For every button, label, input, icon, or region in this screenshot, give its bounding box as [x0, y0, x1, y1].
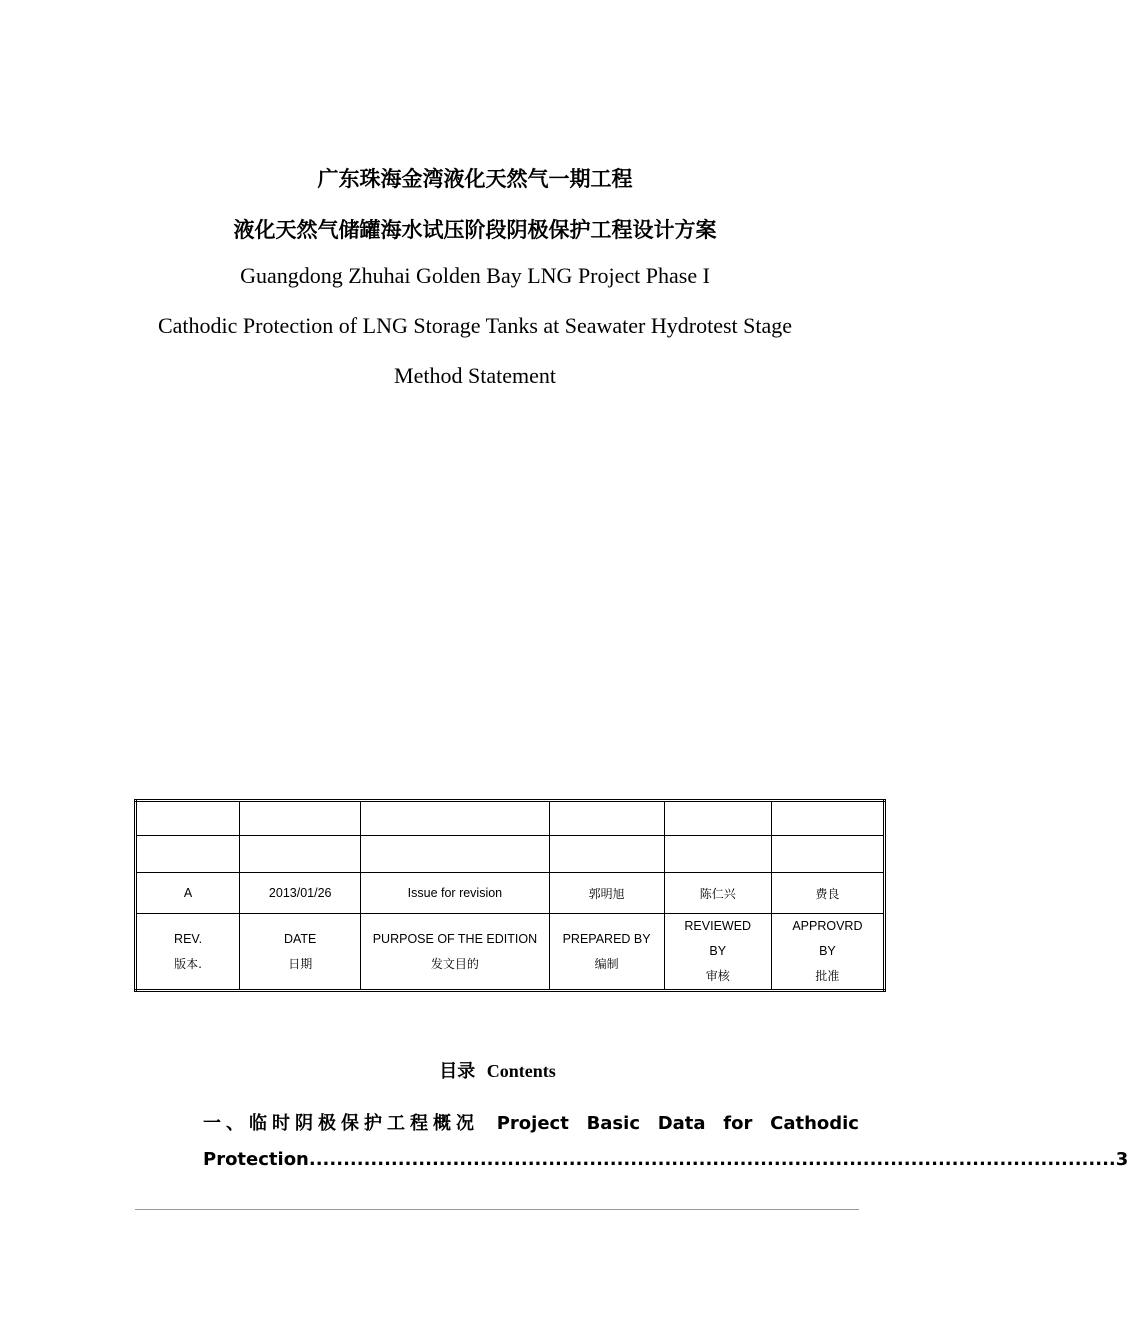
- title-cn-line1: 广东珠海金湾液化天然气一期工程: [317, 167, 633, 191]
- prepared-header: PREPARED BY 编制: [549, 914, 664, 991]
- date-header: DATE 日期: [240, 914, 361, 991]
- table-row-empty-2: [136, 836, 885, 873]
- purpose-header: PURPOSE OF THE EDITION 发文目的: [361, 914, 549, 991]
- prepared-cell: 郭明旭: [549, 873, 664, 914]
- title-en-line2: Cathodic Protection of LNG Storage Tanks at Seawater Hydrotest Stage: [157, 313, 793, 338]
- contents-heading-en: Contents: [486, 1061, 556, 1081]
- toc-entry-word: Project: [496, 1113, 569, 1134]
- revision-table: [134, 799, 886, 992]
- toc-entry-word: for: [723, 1113, 753, 1134]
- title-en-line3: Method Statement: [394, 363, 556, 388]
- table-row-rev-a: [136, 873, 885, 914]
- title-cn-line2: 液化天然气储罐海水试压阶段阴极保护工程设计方案: [233, 218, 717, 242]
- table-row-empty-1: [136, 801, 885, 836]
- toc-page-number: 3: [1115, 1149, 1128, 1170]
- toc-entry-word: Basic: [586, 1113, 640, 1134]
- toc-leader-dots: ......................................................................................................................: [308, 1149, 1116, 1170]
- toc-entry-title-en: Protection: [203, 1149, 309, 1170]
- contents-heading-cn: 目录: [439, 1061, 476, 1082]
- approved-cell: 费良: [771, 873, 884, 914]
- toc-entry-line2: [203, 1142, 1128, 1178]
- rev-cell: A: [136, 873, 240, 914]
- toc-entry-word: Cathodic: [770, 1113, 859, 1134]
- reviewed-header: REVIEWED BY 审核: [664, 914, 771, 991]
- title-en-line1: Guangdong Zhuhai Golden Bay LNG Project Phase I: [240, 263, 710, 288]
- toc-entry-word: Data: [657, 1113, 706, 1134]
- toc-entry-line1: [203, 1106, 859, 1142]
- rev-header: REV. 版本.: [136, 914, 240, 991]
- contents-heading: [0, 1057, 995, 1083]
- footer-divider: [135, 1209, 859, 1210]
- purpose-cell: Issue for revision: [361, 873, 549, 914]
- approved-header: APPROVRD BY 批准: [771, 914, 884, 991]
- reviewed-cell: 陈仁兴: [664, 873, 771, 914]
- toc-entry-1[interactable]: [203, 1106, 1128, 1178]
- table-header-row: [136, 914, 885, 991]
- date-cell: 2013/01/26: [240, 873, 361, 914]
- toc-entry-title-cn: 一、临时阴极保护工程概况: [203, 1113, 479, 1134]
